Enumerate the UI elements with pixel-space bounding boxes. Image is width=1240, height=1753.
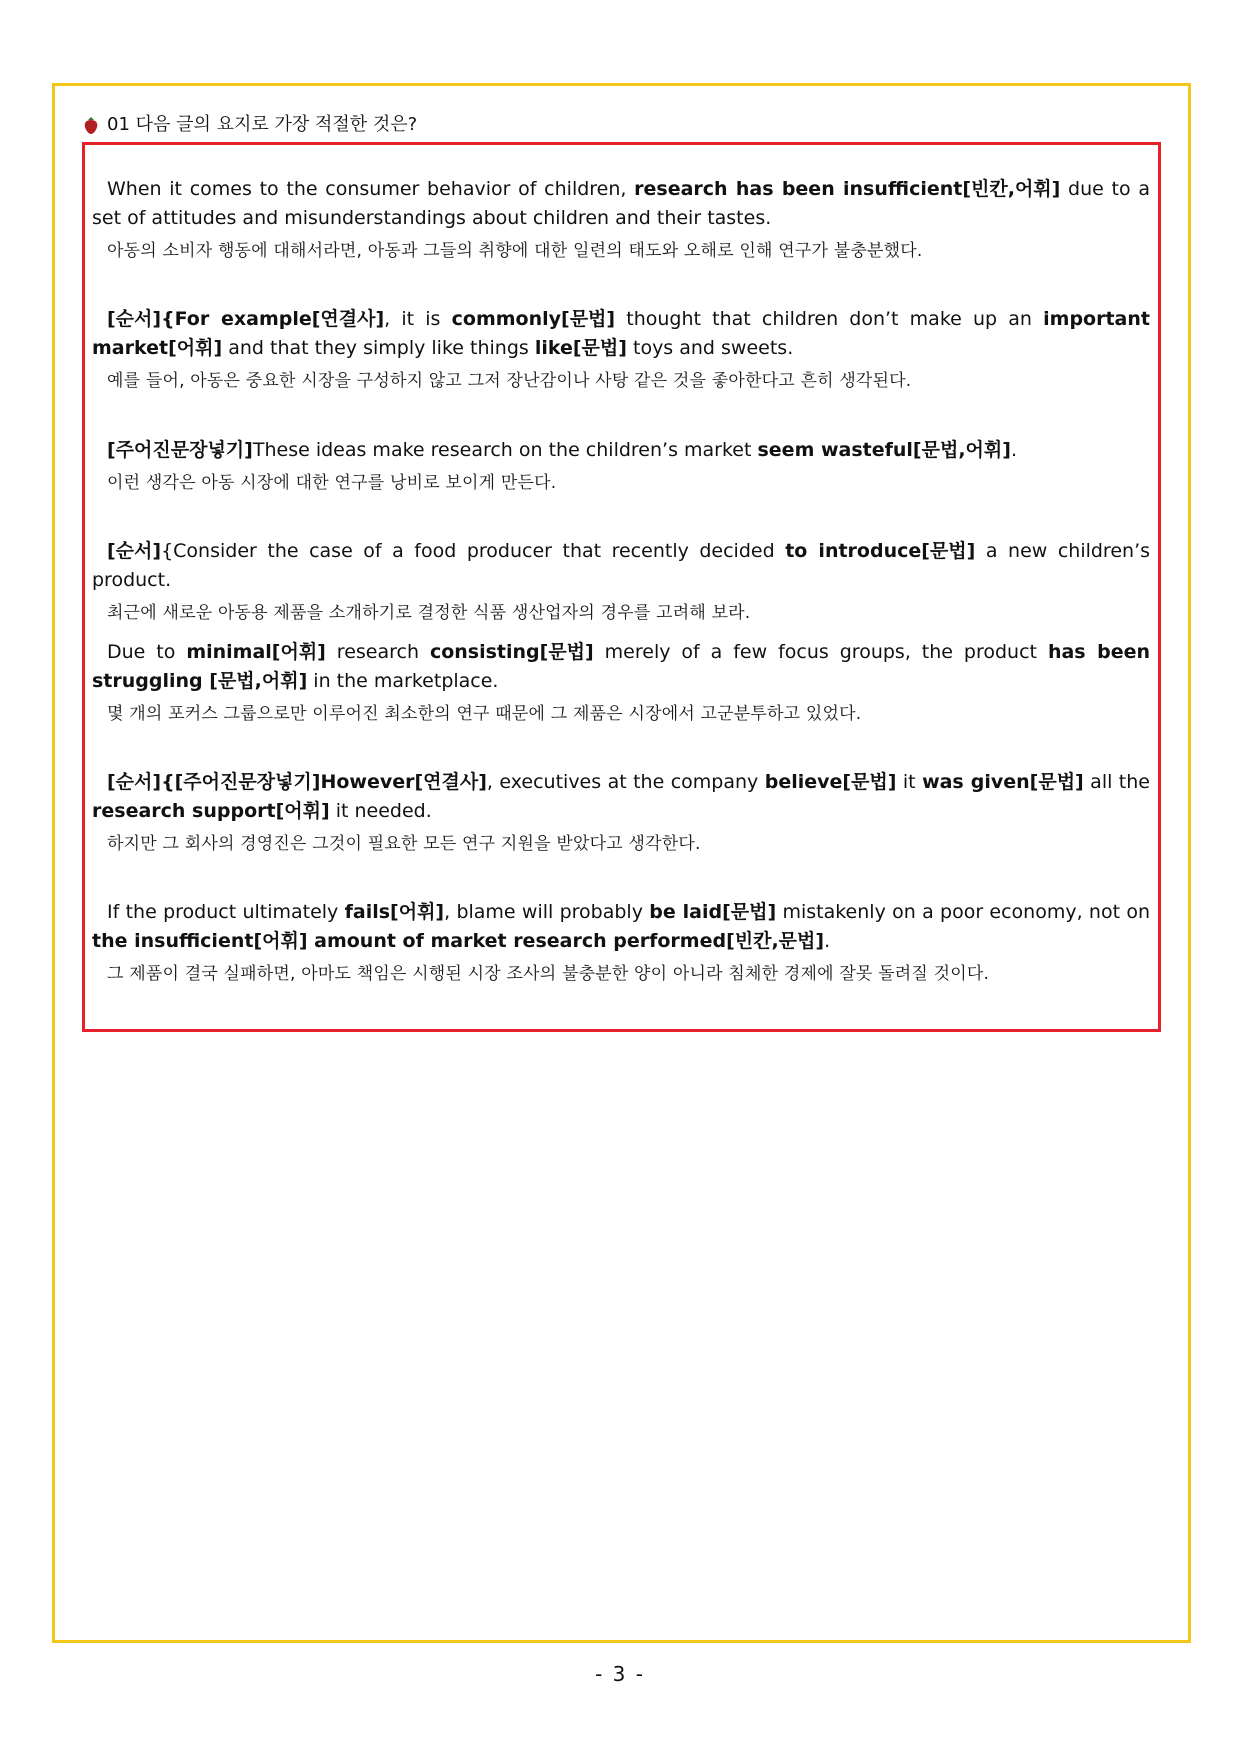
paragraph-korean: 예를 들어, 아동은 중요한 시장을 구성하지 않고 그저 장난감이나 사탕 같은 것을 좋아한다고 흔히 생각된다. — [107, 371, 912, 391]
paragraph-english — [92, 638, 1150, 696]
annotated-phrase: believe[문법] — [764, 771, 897, 793]
text-segment: Due to — [107, 641, 187, 663]
paragraph-korean: 아동의 소비자 행동에 대해서라면, 아동과 그들의 취향에 대한 일련의 태도와 오해로 인해 연구가 불충분했다. — [107, 241, 923, 261]
text-segment: , it is — [384, 308, 452, 330]
text-segment: When it comes to the consumer behavior of children, — [107, 178, 635, 200]
text-segment: , executives at the company — [486, 771, 765, 793]
text-segment: due to a set of attitudes and misunderstandings about children and their tastes. — [92, 178, 1150, 229]
paragraph-korean: 그 제품이 결국 실패하면, 아마도 책임은 시행된 시장 조사의 불충분한 양이 아니라 침체한 경제에 잘못 돌려질 것이다. — [107, 964, 990, 984]
text-segment: toys and sweets. — [626, 337, 794, 359]
paragraph-4 — [92, 537, 1150, 626]
text-segment: it — [896, 771, 923, 793]
paragraph-6 — [92, 768, 1150, 857]
annotated-phrase: fails[어휘] — [344, 901, 445, 923]
text-segment: it needed. — [329, 800, 432, 822]
annotated-phrase: research has been insufficient[빈칸,어휘] — [634, 178, 1061, 200]
text-segment: . — [824, 930, 831, 952]
text-segment: all the — [1083, 771, 1150, 793]
text-segment: a new children’s product. — [92, 540, 1151, 591]
question-heading — [83, 111, 417, 139]
paragraph-3 — [92, 436, 1150, 496]
annotated-phrase: to introduce[문법] — [785, 540, 976, 562]
paragraph-2 — [92, 305, 1150, 394]
annotated-phrase: [순서]{[주어진문장넣기]However[연결사] — [107, 771, 487, 793]
paragraph-korean: 몇 개의 포커스 그룹으로만 이루어진 최소한의 연구 때문에 그 제품은 시장에서 고군분투하고 있었다. — [107, 704, 862, 724]
text-segment: mistakenly on a poor economy, not on — [776, 901, 1151, 923]
text-segment: research — [325, 641, 430, 663]
text-segment: If the product ultimately — [107, 901, 345, 923]
paragraph-5 — [92, 638, 1150, 727]
annotated-phrase: minimal[어휘] — [186, 641, 326, 663]
text-segment: in the marketplace. — [307, 670, 499, 692]
paragraph-7 — [92, 898, 1150, 987]
paragraph-english — [92, 175, 1150, 233]
text-segment: and that they simply like things — [222, 337, 535, 359]
annotated-phrase: was given[문법] — [922, 771, 1084, 793]
text-segment: {Consider the case of a food producer that recently decided — [161, 540, 786, 562]
annotated-phrase: [순서]{For example[연결사] — [107, 308, 385, 330]
annotated-phrase: has been struggling [문법,어휘] — [92, 641, 1151, 692]
annotated-phrase: [주어진문장넣기] — [107, 439, 253, 461]
paragraph-korean: 이런 생각은 아동 시장에 대한 연구를 낭비로 보이게 만든다. — [107, 473, 557, 493]
annotated-phrase: [순서] — [107, 540, 162, 562]
paragraph-english — [92, 898, 1150, 956]
text-segment: thought that children don’t make up an — [615, 308, 1044, 330]
paragraph-english — [92, 436, 1150, 465]
paragraph-korean: 최근에 새로운 아동용 제품을 소개하기로 결정한 식품 생산업자의 경우를 고려해 보라. — [107, 603, 751, 623]
strawberry-icon — [83, 116, 99, 135]
annotated-phrase: like[문법] — [534, 337, 627, 359]
text-segment: , blame will probably — [444, 901, 650, 923]
text-segment: These ideas make research on the children’s market — [252, 439, 758, 461]
annotated-phrase: be laid[문법] — [649, 901, 777, 923]
question-text: 01 다음 글의 요지로 가장 적절한 것은? — [107, 114, 418, 135]
paragraph-korean: 하지만 그 회사의 경영진은 그것이 필요한 모든 연구 지원을 받았다고 생각한다. — [107, 834, 701, 854]
annotated-phrase: consisting[문법] — [429, 641, 594, 663]
paragraph-english — [92, 305, 1150, 363]
annotated-phrase: seem wasteful[문법,어휘] — [757, 439, 1011, 461]
annotated-phrase: the insufficient[어휘] amount of market research performed[빈칸,문법] — [92, 930, 825, 952]
page-number: - 3 - — [595, 1662, 645, 1686]
annotated-phrase: commonly[문법] — [451, 308, 616, 330]
annotated-phrase: important market[어휘] — [92, 308, 1150, 359]
annotated-phrase: research support[어휘] — [92, 800, 330, 822]
text-segment: merely of a few focus groups, the product — [593, 641, 1048, 663]
paragraph-english — [92, 768, 1150, 826]
paragraph-1 — [92, 175, 1150, 264]
text-segment: . — [1010, 439, 1017, 461]
paragraph-english — [92, 537, 1150, 595]
